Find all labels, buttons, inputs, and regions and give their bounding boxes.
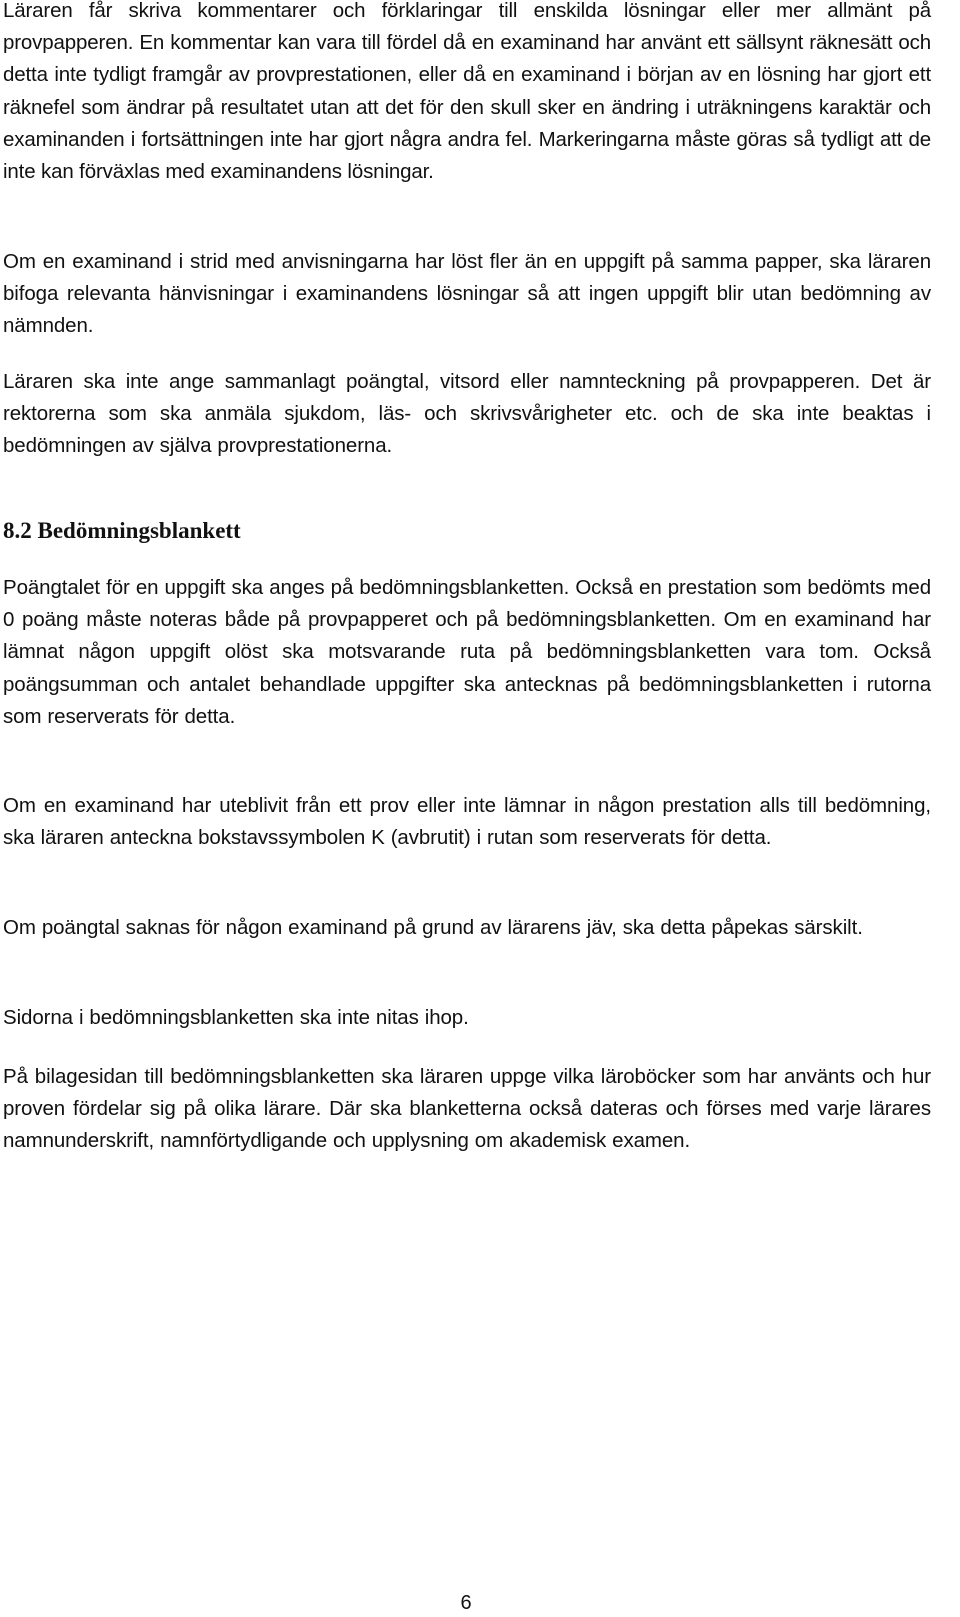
page-number [0, 1592, 960, 1614]
paragraph-comments: Läraren får skriva kommentarer och förklaringar till enskilda lösningar eller mer allmänt på provpapperen. En kommentar kan vara till fördel då en examinand har använt ett sällsynt räknesätt och detta inte tydligt framgår av provprestationen, eller då en examinand i början av en lösning har gjort ett räknefel som ändrar på resultatet utan att det för den skull sker en ändring i uträkningens karaktär och examinanden i fortsättningen inte har gjort några andra fel. Markeringarna måste göras så tydligt att de inte kan förväxlas med examinandens lösningar. [3, 0, 931, 184]
page-number-text: 6 [460, 1592, 472, 1614]
paragraph-absent-examinee: Om en examinand har uteblivit från ett prov eller inte lämnar in någon prestation alls till bedömning, ska läraren anteckna bokstavssymbolen K (avbrutit) i rutan som reserverats för detta. [3, 794, 931, 850]
paragraph-multiple-answers: Om en examinand i strid med anvisningarna har löst fler än en uppgift på samma papper, ska läraren bifoga relevanta hänvisningar i examinandens lösningar så att ingen uppgift blir utan bedömning av nämnden. [3, 250, 931, 338]
section-title: Bedömningsblankett [37, 518, 241, 543]
paragraph-no-totals: Läraren ska inte ange sammanlagt poängtal, vitsord eller namnteckning på provpapperen. Det är rektorerna som ska anmäla sjukdom, läs- och skrivsvårigheter etc. och de ska inte beaktas i bedömningen av själva provprestationerna. [3, 370, 931, 458]
section-number: 8.2 [3, 518, 32, 543]
paragraph-appendix-page: På bilagesidan till bedömningsblanketten ska läraren uppge vilka läroböcker som har använts och hur proven fördelar sig på olika lärare. Där ska blanketterna också dateras och förses med varje lärares namnunderskrift, namnförtydligande och upplysning om akademisk examen. [3, 1065, 931, 1153]
paragraph-disqualification: Om poängtal saknas för någon examinand på grund av lärarens jäv, ska detta påpekas särskilt. [3, 916, 863, 939]
paragraph-points-on-form: Poängtalet för en uppgift ska anges på bedömningsblanketten. Också en prestation som bedömts med 0 poäng måste noteras både på provpapperet och på bedömningsblanketten. Om en examinand har lämnat någon uppgift olöst ska motsvarande ruta på bedömningsblanketten vara tom. Också poängsumman och antalet behandlade uppgifter ska antecknas på bedömningsblanketten i rutorna som reserverats för detta. [3, 576, 931, 728]
paragraph-no-stapling: Sidorna i bedömningsblanketten ska inte nitas ihop. [3, 1006, 469, 1029]
section-heading [3, 515, 931, 547]
